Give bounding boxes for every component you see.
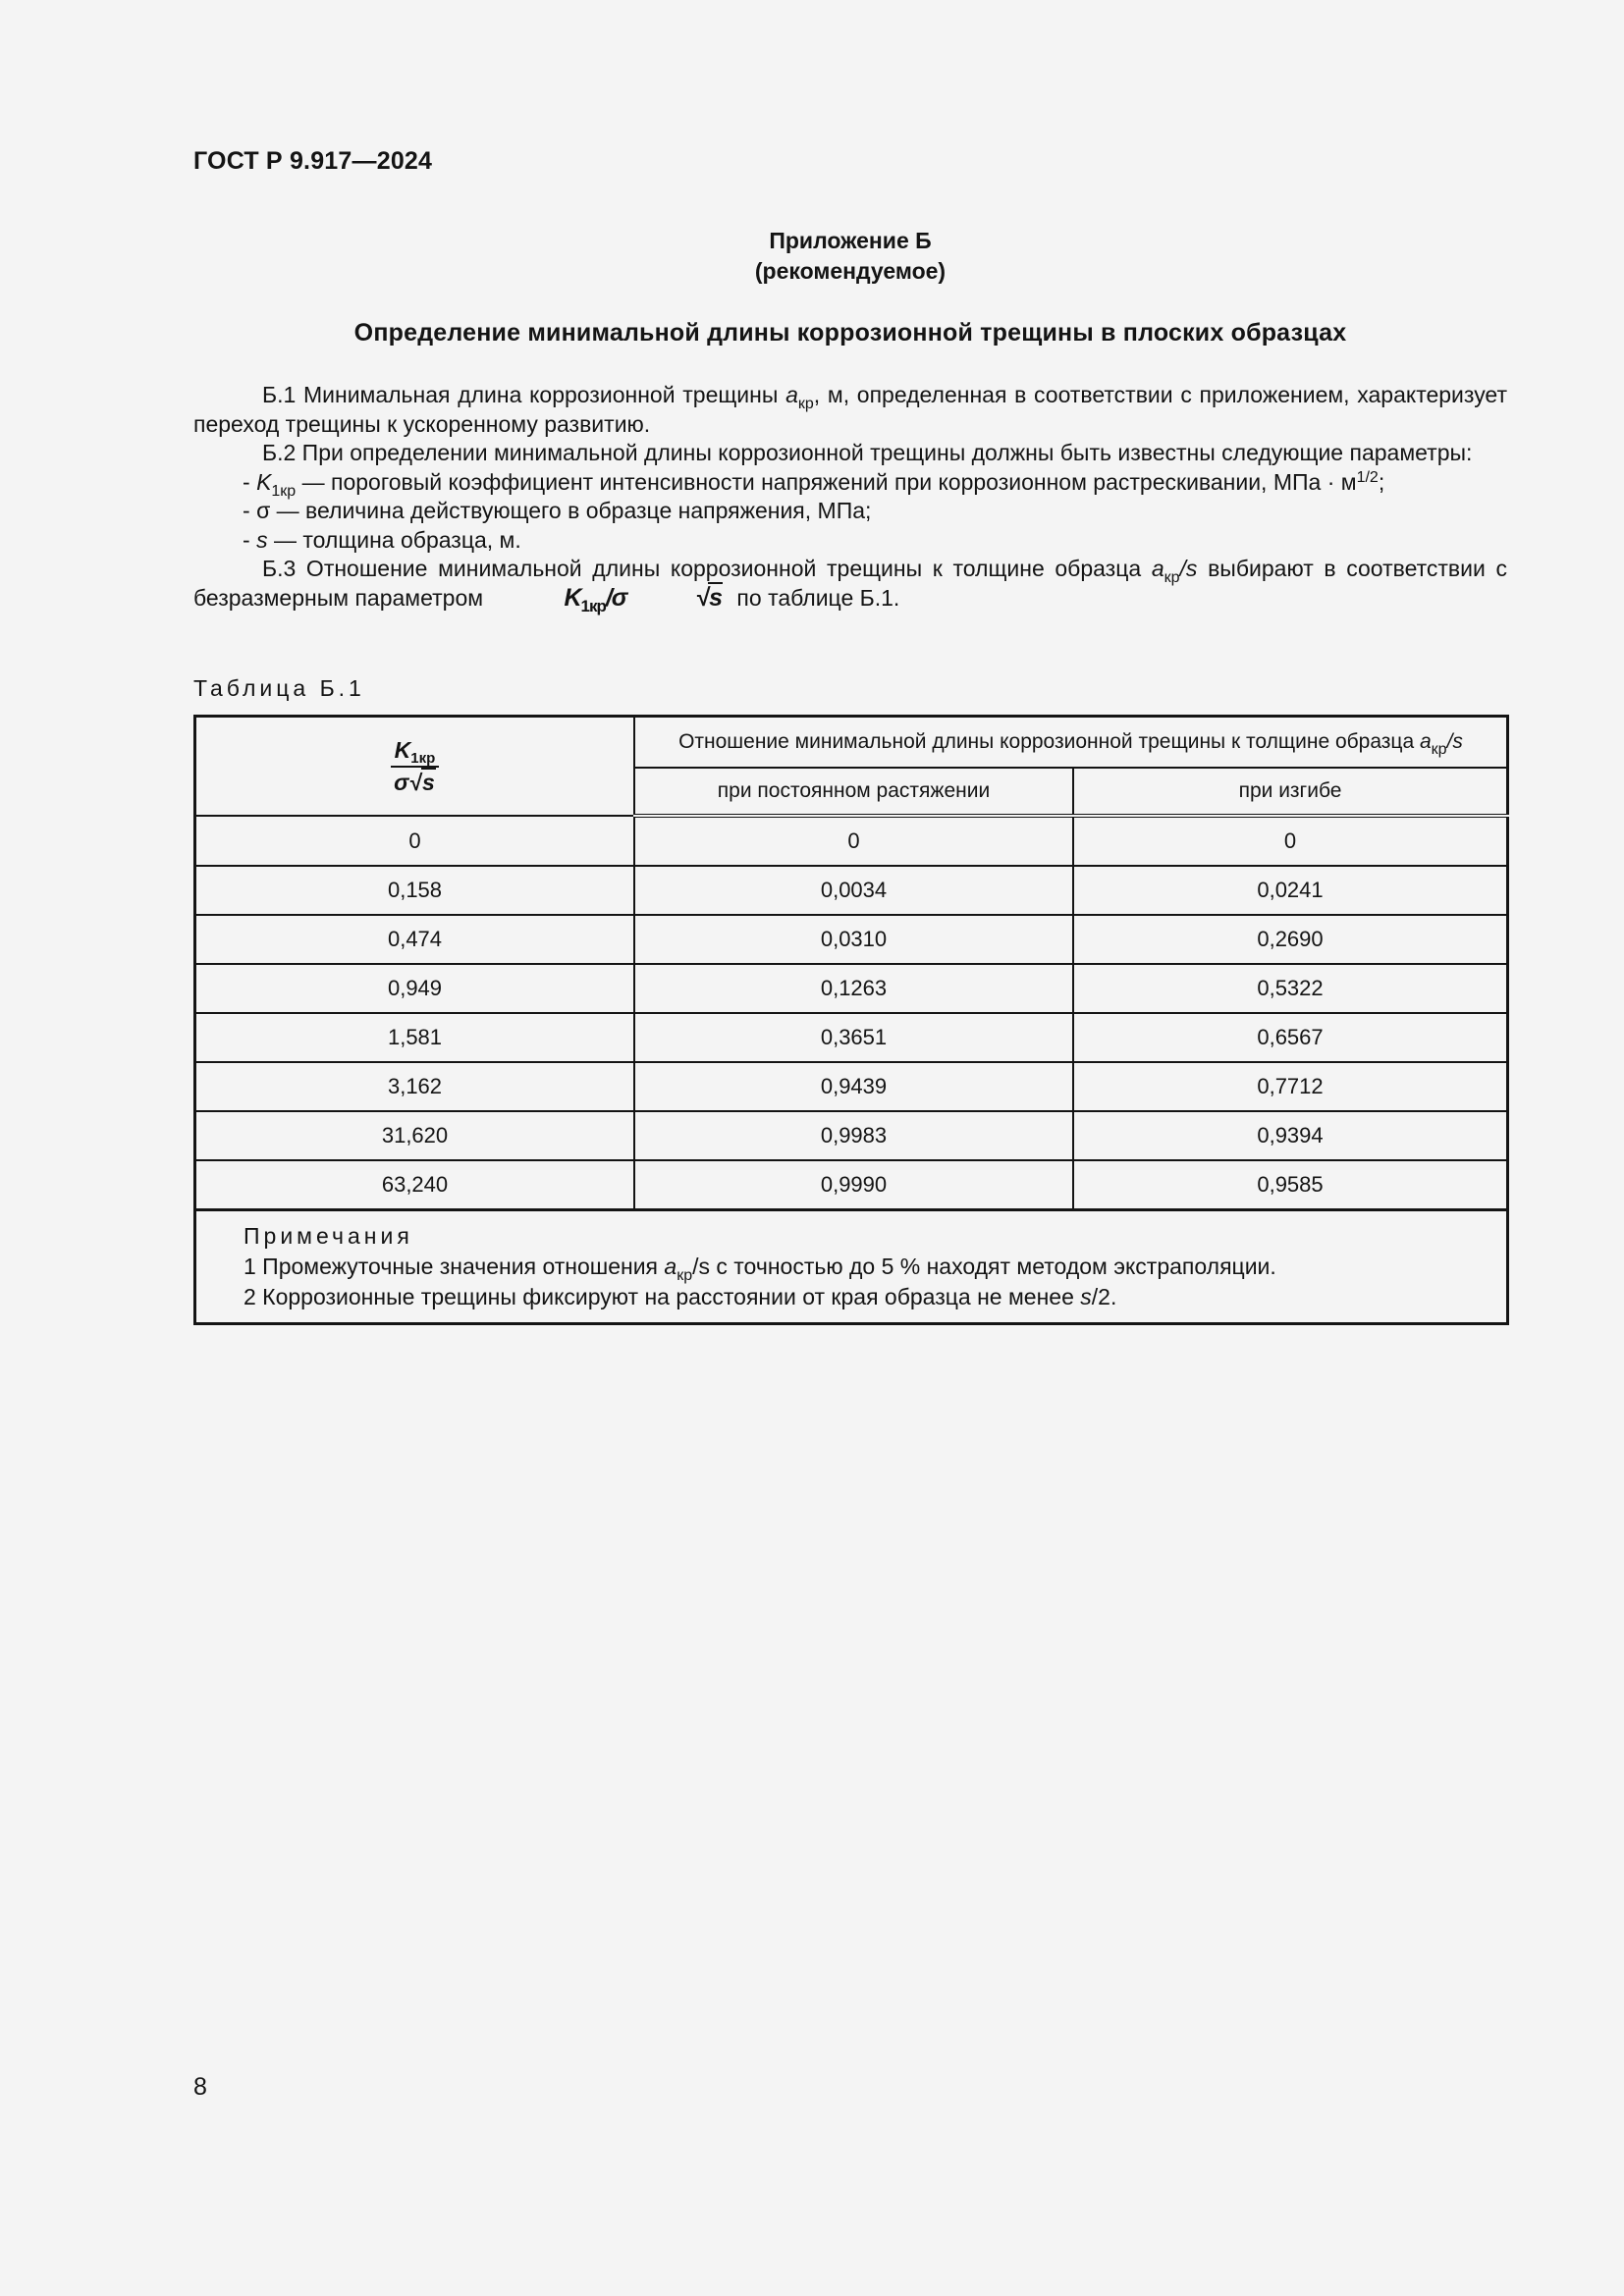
table-row: 3,162 0,9439 0,7712 [195, 1062, 1508, 1111]
table-notes-row [195, 1210, 1508, 1324]
param-column-header [195, 717, 635, 817]
param-fraction: $\frac{K_{1кр}}{\sigma√s}$ [391, 737, 440, 796]
document-header: ГОСТ Р 9.917—2024 [193, 147, 433, 175]
paragraph-b1: Б.1 Минимальная длина коррозионной трещины $a_{кр}$, м, определенная в соответствии с приложением, характеризует переход трещины к ускоренному развитию. [193, 382, 1507, 437]
param-item-s: - s — толщина образца, м. [243, 526, 521, 553]
col-header-bending: при изгибе [1073, 768, 1508, 816]
sqrt-symbol: √s [695, 583, 723, 612]
paragraph-b2: Б.2 При определении минимальной длины коррозионной трещины должны быть известны следующие параметры: [262, 440, 1473, 465]
annex-status: (рекомендуемое) [754, 258, 947, 284]
section-title: Определение минимальной длины коррозионной трещины в плоских образцах [353, 319, 1347, 347]
note-2: 2 Коррозионные трещины фиксируют на расстоянии от края образца не менее s/2. [244, 1284, 1117, 1309]
param-item-k1kr: - $K_{1кр}$ — пороговый коэффициент интенсивности напряжений при коррозионном растрескивании, МПа · $м^{1/2}$; [243, 468, 1385, 500]
paragraph-b3: Б.3 Отношение минимальной длины коррозионной трещины к толщине образца $a_{кр}/s$ выбирают в соответствии с безразмерным параметром $K_{1кр}/\sigma$ √s по таблице Б.1. [193, 556, 1507, 615]
table-row: 1,581 0,3651 0,6567 [195, 1013, 1508, 1062]
data-table [193, 715, 1509, 1325]
table-caption: Таблица Б.1 [193, 675, 365, 701]
table-row: 0 0 0 [195, 816, 1508, 866]
note-1: 1 Промежуточные значения отношения $a_{кр}/s$ с точностью до 5 % находят методом экстраполяции. [244, 1254, 1276, 1284]
param-item-sigma: - σ — величина действующего в образце напряжения, МПа; [243, 498, 872, 523]
table-row: 0,474 0,0310 0,2690 [195, 915, 1508, 964]
col-header-tension: при постоянном растяжении [634, 768, 1073, 816]
annex-title: Приложение Б [769, 228, 932, 253]
table-row: 63,240 0,9990 0,9585 [195, 1160, 1508, 1210]
param-formula: $K_{1кр}/\sigma$ √s [564, 583, 723, 615]
table-row: 0,949 0,1263 0,5322 [195, 964, 1508, 1013]
group-column-header: Отношение минимальной длины коррозионной трещины к толщине образца $a_{кр}/s$ [634, 717, 1508, 769]
notes-title: Примечания [244, 1223, 413, 1249]
body-text [193, 381, 1507, 613]
table-header-row [195, 717, 1508, 769]
table-row: 31,620 0,9983 0,9394 [195, 1111, 1508, 1160]
table-row: 0,158 0,0034 0,0241 [195, 866, 1508, 915]
table-notes [195, 1210, 1508, 1324]
page-number: 8 [193, 2073, 207, 2101]
